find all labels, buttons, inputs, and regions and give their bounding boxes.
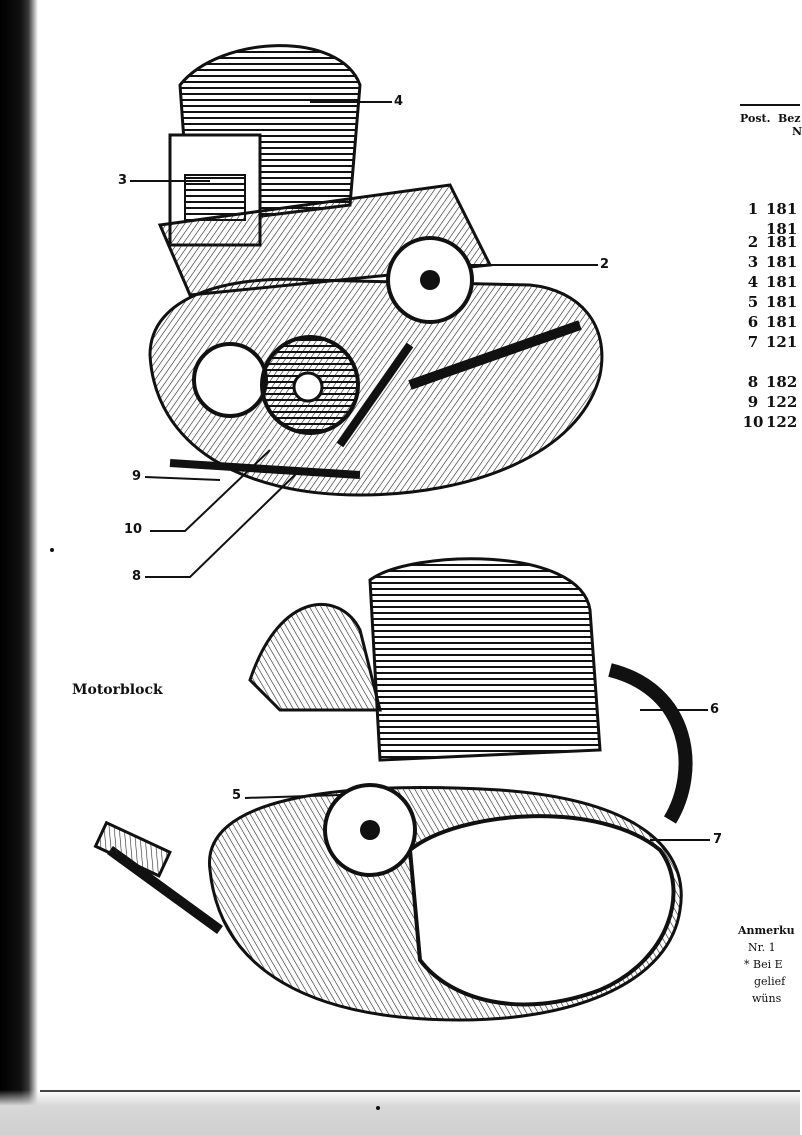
row-nr: 181 bbox=[766, 313, 798, 331]
callout-9: 9 bbox=[132, 469, 142, 484]
table-row bbox=[740, 333, 797, 351]
row-pos: 8 bbox=[747, 373, 759, 391]
row-pos: 6 bbox=[747, 313, 759, 331]
row-nr: 181 bbox=[766, 273, 798, 291]
row-pos: 3 bbox=[747, 253, 759, 271]
row-pos: 2 bbox=[747, 233, 759, 251]
table-header-bez: Bez bbox=[778, 112, 801, 125]
footnote-line: Nr. 1 bbox=[748, 941, 776, 954]
table-row bbox=[740, 373, 797, 391]
footnote-line: gelief bbox=[754, 975, 786, 988]
table-row bbox=[740, 393, 797, 411]
row-nr: 122 bbox=[766, 393, 798, 411]
table-row bbox=[740, 293, 797, 311]
row-pos: 7 bbox=[747, 333, 759, 351]
table-row bbox=[740, 273, 797, 291]
footnote bbox=[738, 922, 800, 1007]
table-top-rule bbox=[740, 104, 800, 106]
table-header-bez-2: N bbox=[792, 125, 802, 138]
row-pos: 5 bbox=[747, 293, 759, 311]
row-nr: 181 bbox=[766, 220, 798, 238]
figure-caption: Motorblock bbox=[72, 682, 163, 698]
callout-6: 6 bbox=[710, 702, 720, 717]
table-row bbox=[740, 413, 797, 431]
row-nr: 182 bbox=[766, 373, 798, 391]
row-pos: 10 bbox=[742, 413, 764, 431]
callout-3: 3 bbox=[118, 173, 128, 188]
callout-5: 5 bbox=[232, 788, 242, 803]
callout-4: 4 bbox=[394, 94, 404, 109]
callout-10: 10 bbox=[124, 522, 143, 537]
footnote-line: wüns bbox=[752, 992, 782, 1005]
footnote-line: * Bei E bbox=[744, 958, 783, 971]
table-row bbox=[740, 253, 797, 271]
row-nr: 181 bbox=[766, 253, 798, 271]
footnote-title: Anmerku bbox=[738, 924, 795, 937]
table-row bbox=[740, 313, 797, 331]
table-row bbox=[740, 233, 797, 251]
row-nr: 122 bbox=[766, 413, 798, 431]
table-row bbox=[740, 200, 797, 218]
row-pos: 1 bbox=[747, 200, 759, 218]
row-nr: 181 bbox=[766, 233, 798, 251]
callout-2: 2 bbox=[600, 257, 610, 272]
row-nr: 121 bbox=[766, 333, 798, 351]
callout-8: 8 bbox=[132, 569, 142, 584]
row-nr: 181 bbox=[766, 293, 798, 311]
row-nr: 181 bbox=[766, 200, 798, 218]
table-header-pos: Post. bbox=[740, 112, 771, 125]
callout-7: 7 bbox=[713, 832, 723, 847]
row-pos: 4 bbox=[747, 273, 759, 291]
row-pos: 9 bbox=[747, 393, 759, 411]
